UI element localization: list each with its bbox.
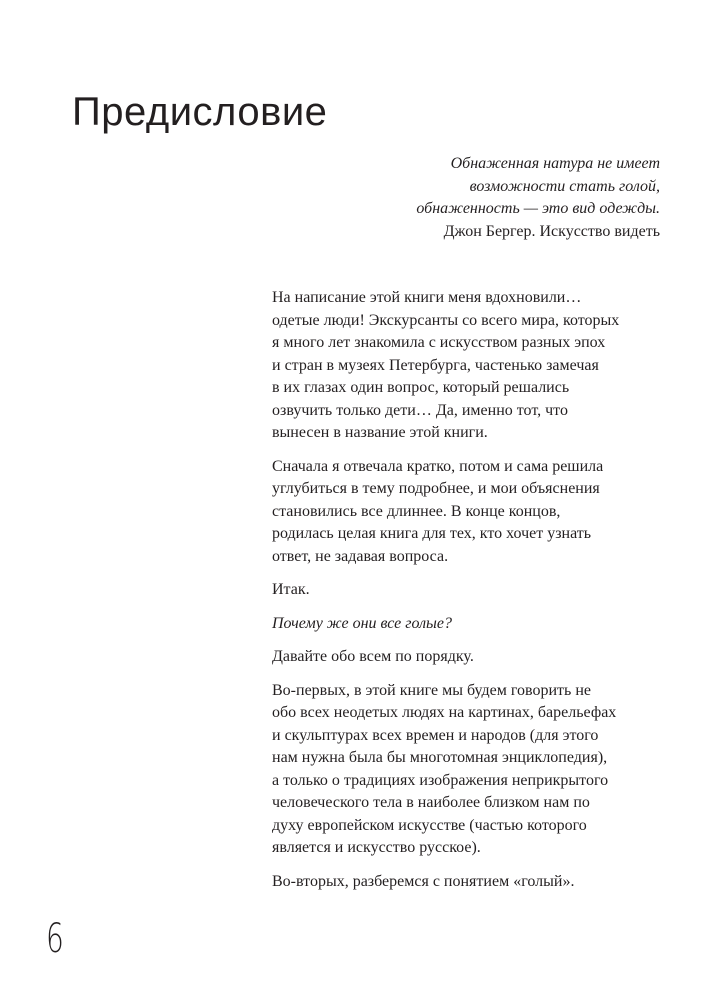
paragraph	[272, 680, 672, 860]
epigraph-quote-line: Обнаженная натура не имеет	[450, 155, 660, 172]
text-line: Почему же они все голые?	[272, 614, 452, 632]
paragraph	[272, 287, 672, 445]
text-line: Во-первых, в этой книге мы будем говорить не	[272, 681, 591, 699]
text-line: обо всех неодетых людях на картинах, барельефах	[272, 704, 617, 721]
text-line: я много лет знакомила с искусством разных эпох	[272, 334, 606, 351]
paragraph-question	[272, 613, 672, 636]
paragraph	[272, 871, 672, 894]
body-text	[272, 287, 672, 904]
text-line: а только о традициях изображения неприкрытого	[272, 771, 609, 789]
epigraph-quote-line: обнаженность — это вид одежды.	[416, 200, 660, 217]
epigraph-source: Джон Бергер. Искусство видеть	[443, 222, 660, 240]
text-line: озвучить только дети… Да, именно тот, что	[272, 401, 568, 419]
text-line: нам нужна была бы многотомная энциклопедия),	[272, 749, 608, 766]
text-line: является и искусство русское).	[272, 839, 481, 856]
paragraph	[272, 579, 672, 602]
text-line: духу европейском искусстве (частью которого	[272, 816, 587, 834]
text-line: одетые люди! Экскурсанты со всего мира, которых	[272, 311, 620, 329]
text-line: человеческого тела в наиболее близком нам по	[272, 794, 590, 811]
text-line: и скульптурах всех времен и народов (для этого	[272, 726, 599, 744]
text-line: и стран в музеях Петербурга, частенько замечая	[272, 356, 599, 374]
text-line: Итак.	[272, 581, 310, 598]
epigraph-quote-line: возможности стать голой,	[469, 177, 660, 195]
paragraph	[272, 646, 672, 669]
text-line: На написание этой книги меня вдохновили…	[272, 289, 582, 306]
paragraph	[272, 456, 672, 569]
epigraph	[240, 153, 660, 243]
text-line: в их глазах один вопрос, который решались	[272, 379, 570, 396]
page-number: 6	[46, 916, 64, 962]
text-line: углубиться в тему подробнее, и мои объяснения	[272, 480, 600, 497]
text-line: вынесен в название этой книги.	[272, 424, 488, 441]
text-line: Во-вторых, разберемся с понятием «голый».	[272, 872, 575, 890]
text-line: Давайте обо всем по порядку.	[272, 648, 474, 665]
page-title: Предисловие	[72, 90, 328, 134]
text-line: родилась целая книга для тех, кто хочет узнать	[272, 525, 592, 542]
text-line: ответ, не задавая вопроса.	[272, 547, 449, 565]
text-line: становились все длиннее. В конце концов,	[272, 502, 561, 520]
text-line: Сначала я отвечала кратко, потом и сама решила	[272, 457, 604, 475]
